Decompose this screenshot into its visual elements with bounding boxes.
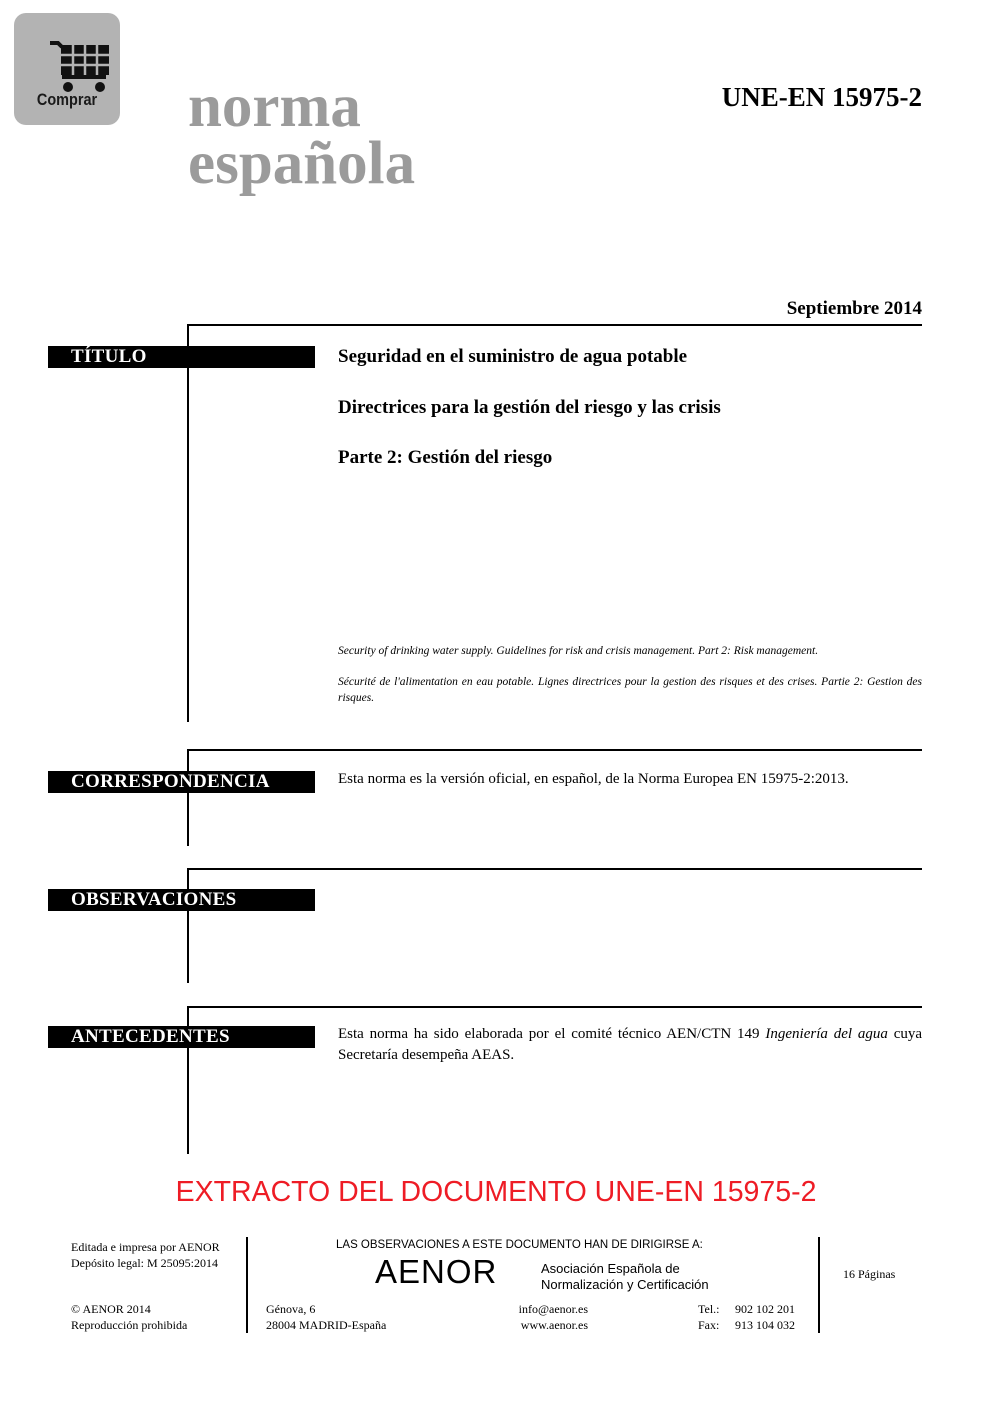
espanola-line: española: [188, 130, 416, 197]
website-link[interactable]: www.aenor.es: [520, 1318, 588, 1332]
section-vertical-rule: [187, 324, 189, 722]
correspondencia-text: Esta norma es la versión oficial, en español, de la Norma Europea EN 15975-2:2013.: [338, 771, 849, 787]
standard-code: UNE-EN 15975-2: [721, 82, 922, 112]
french-title: Sécurité de l'alimentation en eau potable. Lignes directrices pour la gestion des risques et des crises. Partie 2: Gestion des risques.: [338, 676, 922, 704]
section-rule: [187, 749, 922, 751]
tel-number: 902 102 201: [735, 1302, 795, 1316]
postal-address: Génova, 6 28004 MADRID-España: [266, 1302, 387, 1332]
footer-divider: [818, 1237, 820, 1333]
page-count: 16 Páginas: [843, 1267, 896, 1281]
phone-labels: Tel.: Fax:: [698, 1302, 720, 1332]
norma-espanola-heading: [188, 73, 416, 197]
fax-number: 913 104 032: [735, 1318, 795, 1332]
norma-line: norma: [188, 73, 361, 140]
titulo-label: TÍTULO: [48, 346, 315, 368]
correspondencia-label: CORRESPONDENCIA: [48, 771, 315, 793]
shopping-cart-icon: [48, 39, 112, 93]
title-line-2: Directrices para la gestión del riesgo y las crisis: [338, 397, 721, 418]
aenor-organization-name: Asociación Española de Normalización y Certificación: [541, 1261, 709, 1292]
antecedentes-label: ANTECEDENTES: [48, 1026, 315, 1048]
observaciones-label: OBSERVACIONES: [48, 889, 315, 911]
title-line-3: Parte 2: Gestión del riesgo: [338, 447, 553, 468]
comprar-label: Comprar: [36, 90, 98, 109]
email-link[interactable]: info@aenor.es: [518, 1302, 588, 1316]
section-vertical-rule: [187, 749, 189, 846]
comprar-button[interactable]: [14, 13, 120, 125]
edition-info: Editada e impresa por AENOR Depósito legal: M 25095:2014: [71, 1240, 220, 1270]
publication-date: Septiembre 2014: [786, 298, 922, 319]
contact-online: [508, 1301, 588, 1333]
section-rule: [187, 324, 922, 326]
footer-divider: [246, 1237, 248, 1333]
title-line-1: Seguridad en el suministro de agua potable: [338, 346, 688, 367]
section-rule: [187, 1006, 922, 1008]
phone-numbers: [735, 1301, 795, 1333]
observations-address-header: LAS OBSERVACIONES A ESTE DOCUMENTO HAN DE DIRIGIRSE A:: [336, 1239, 703, 1251]
committee-name: Ingeniería del agua: [765, 1026, 888, 1042]
extract-notice: EXTRACTO DEL DOCUMENTO UNE-EN 15975-2: [175, 1176, 817, 1208]
copyright-info: © AENOR 2014 Reproducción prohibida: [71, 1302, 188, 1332]
english-title: Security of drinking water supply. Guidelines for risk and crisis management. Part 2: Risk management.: [338, 645, 819, 657]
section-vertical-rule: [187, 868, 189, 983]
aenor-logo: AENOR: [375, 1253, 498, 1290]
section-rule: [187, 868, 922, 870]
antecedentes-text: Esta norma ha sido elaborada por el comité técnico AEN/CTN 149 Ingeniería del agua cuya Secretaría desempeña AEAS.: [338, 1026, 923, 1063]
